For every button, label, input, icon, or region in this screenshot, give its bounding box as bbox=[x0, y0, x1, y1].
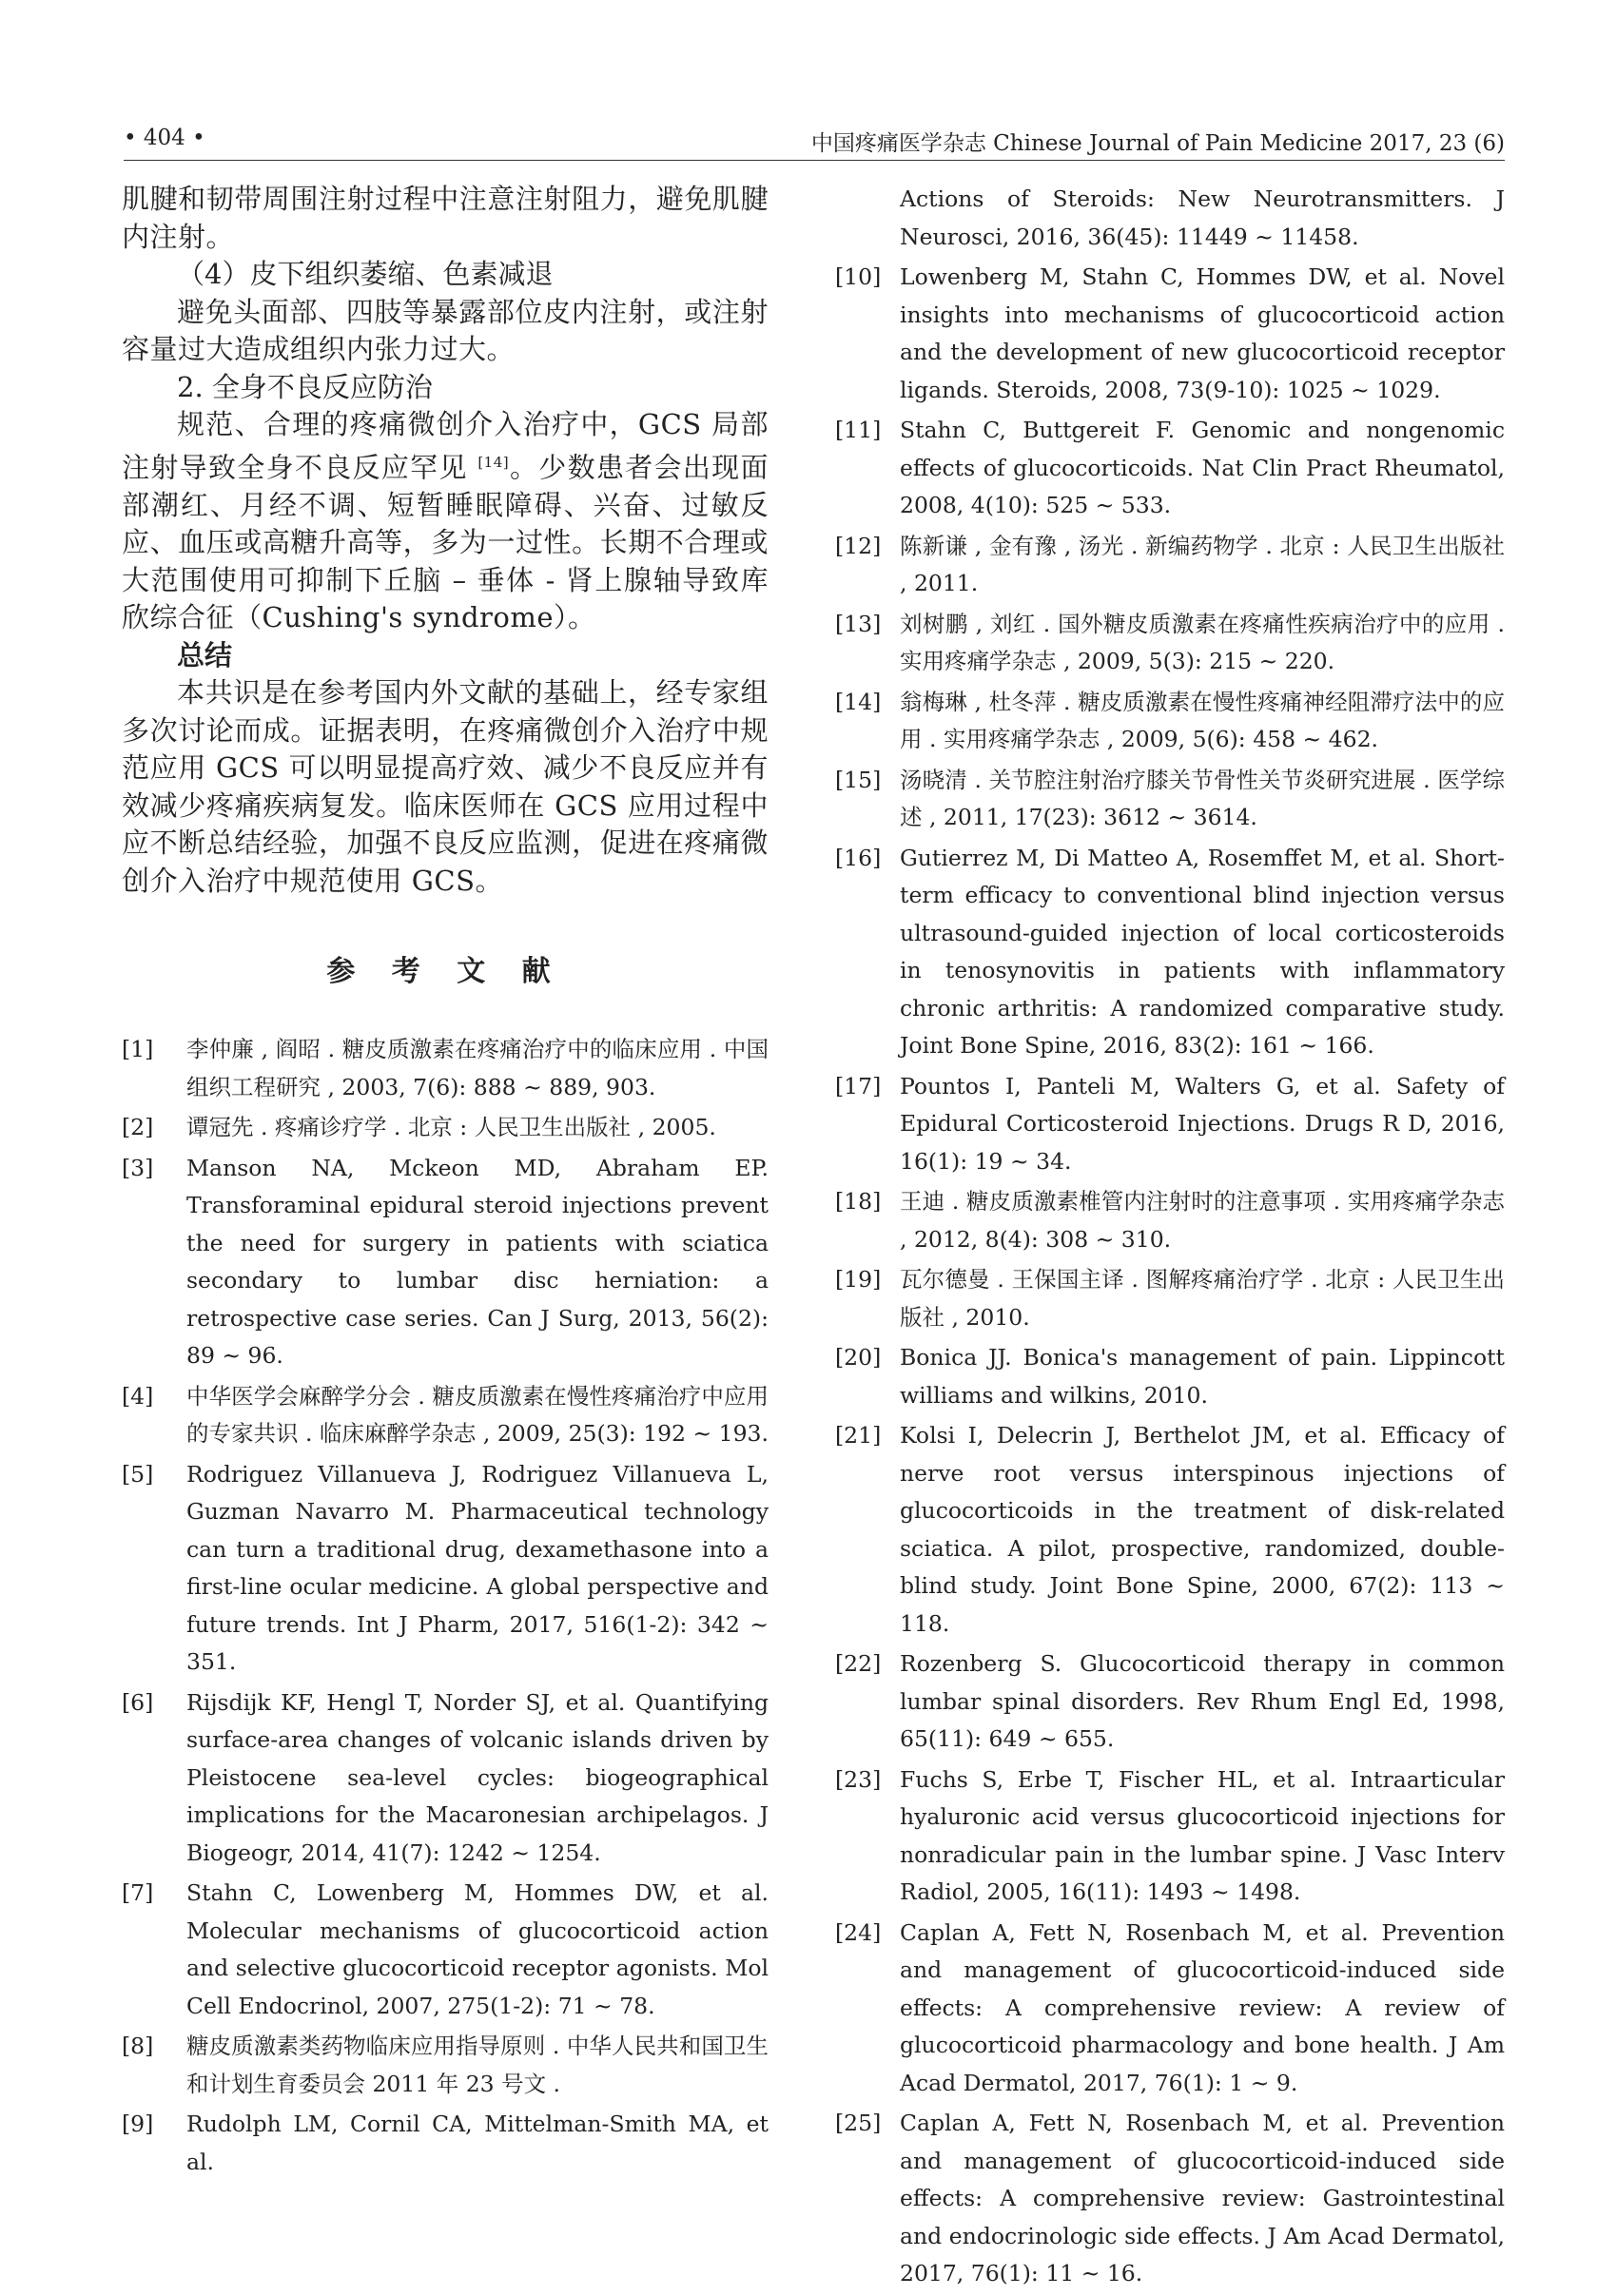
reference-item bbox=[835, 762, 1505, 837]
reference-item bbox=[835, 528, 1505, 603]
reference-item bbox=[835, 1339, 1505, 1414]
body-paragraph: 肌腱和韧带周围注射过程中注意注射阻力，避免肌腱内注射。 bbox=[122, 183, 769, 253]
reference-item bbox=[835, 840, 1505, 1065]
reference-item bbox=[122, 1875, 769, 2025]
subheading: （4）皮下组织萎缩、色素减退 bbox=[177, 258, 554, 290]
section-heading: 总结 bbox=[177, 638, 233, 671]
reference-item bbox=[835, 1915, 1505, 2103]
reference-item bbox=[835, 1183, 1505, 1258]
reference-text: Caplan A, Fett N, Rosenbach M, et al. Prevention and management of glucocorticoid-induced side effects: A comprehensive review: Gastrointestinal and endocrinologic side effects. J Am Acad Dermatol, 2017, 76(1): 11 ~ 16. bbox=[900, 2110, 1505, 2286]
body-paragraph: 避免头面部、四肢等暴露部位皮内注射，或注射容量过大造成组织内张力过大。 bbox=[122, 295, 769, 365]
reference-item bbox=[835, 412, 1505, 525]
reference-number: [20] bbox=[835, 1344, 882, 1371]
reference-item bbox=[122, 1684, 769, 1873]
reference-number: [18] bbox=[835, 1188, 882, 1215]
reference-item bbox=[835, 1645, 1505, 1759]
reference-text: Rudolph LM, Cornil CA, Mittelman-Smith MA, et al. bbox=[186, 2111, 769, 2175]
reference-text: Bonica JJ. Bonica's management of pain. Lippincott williams and wilkins, 2010. bbox=[900, 1344, 1505, 1409]
reference-text: Caplan A, Fett N, Rosenbach M, et al. Prevention and management of glucocorticoid-induced side effects: A comprehensive review: A review of glucocorticoid pharmacology and bone health. J Am Acad Dermatol, 2017, 76(1): 1 ~ 9. bbox=[900, 1918, 1505, 2096]
reference-item bbox=[835, 1761, 1505, 1912]
right-column bbox=[835, 181, 1505, 2296]
reference-item bbox=[122, 1150, 769, 1375]
reference-number: [7] bbox=[122, 1879, 154, 1907]
reference-text: Stahn C, Buttgereit F. Genomic and nongenomic effects of glucocorticoids. Nat Clin Pract Rheumatol, 2008, 4(10): 525 ~ 533. bbox=[900, 417, 1505, 518]
citation-marker: [14] bbox=[477, 453, 510, 471]
paragraph-text: 。少数患者会出现面部潮红、月经不调、短暂睡眠障碍、兴奋、过敏反应、血压或高糖升高等，多为一过性。长期不合理或大范围使用可抑制下丘脑 – 垂体 - 肾上腺轴导致库欣综合征（Cushing's syndrome）。 bbox=[122, 451, 769, 634]
reference-item bbox=[122, 1031, 769, 1106]
running-header bbox=[124, 122, 1505, 161]
reference-text: 李仲廉 , 阎昭 . 糖皮质激素在疼痛治疗中的临床应用 . 中国组织工程研究 , 2003, 7(6): 888 ~ 889, 903. bbox=[186, 1036, 769, 1100]
journal-citation: 中国疼痛医学杂志 Chinese Journal of Pain Medicine 2017, 23 (6) bbox=[810, 131, 1505, 156]
reference-text: 汤晓清 . 关节腔注射治疗膝关节骨性关节炎研究进展 . 医学综述 , 2011, 17(23): 3612 ~ 3614. bbox=[900, 766, 1505, 830]
reference-number: [17] bbox=[835, 1072, 882, 1099]
reference-item bbox=[835, 684, 1505, 759]
reference-text: Rozenberg S. Glucocorticoid therapy in common lumbar spinal disorders. Rev Rhum Engl Ed, 1998, 65(11): 649 ~ 655. bbox=[900, 1650, 1505, 1752]
reference-text: Fuchs S, Erbe T, Fischer HL, et al. Intraarticular hyaluronic acid versus glucocorticoid injections for nonradicular pain in the lumbar spine. J Vasc Interv Radiol, 2005, 16(11): 1493 ~ 1498. bbox=[900, 1765, 1505, 1905]
reference-number: [25] bbox=[835, 2110, 882, 2136]
reference-text: Lowenberg M, Stahn C, Hommes DW, et al. Novel insights into mechanisms of glucocorticoid action and the development of new glucocorticoid receptor ligands. Steroids, 2008, 73(9-10): 1025 ~ 1029. bbox=[900, 263, 1505, 403]
reference-text: Pountos I, Panteli M, Walters G, et al. Safety of Epidural Corticosteroid Injections. Drugs R D, 2016, 16(1): 19 ~ 34. bbox=[900, 1072, 1505, 1175]
body-paragraph bbox=[122, 406, 769, 637]
reference-list bbox=[835, 181, 1505, 2293]
reference-list bbox=[122, 1031, 769, 2181]
reference-number: [9] bbox=[122, 2111, 154, 2138]
reference-number: [23] bbox=[835, 1765, 882, 1793]
reference-number: [12] bbox=[835, 532, 882, 559]
reference-text: Gutierrez M, Di Matteo A, Rosemffet M, et al. Short-term efficacy to conventional blind injection versus ultrasound-guided injection of local corticosteroids in tenosynovitis in patients with inflammatory chronic arthritis: A randomized comparative study. Joint Bone Spine, 2016, 83(2): 161 ~ 166. bbox=[900, 844, 1505, 1059]
reference-number: [24] bbox=[835, 1918, 882, 1946]
reference-text: 瓦尔德曼 . 王保国主译 . 图解疼痛治疗学 . 北京 : 人民卫生出版社 , 2010. bbox=[900, 1266, 1505, 1331]
reference-text: 陈新谦 , 金有豫 , 汤光 . 新编药物学 . 北京 : 人民卫生出版社 , 2011. bbox=[900, 532, 1505, 596]
reference-text: 谭冠先 . 疼痛诊疗学 . 北京 : 人民卫生出版社 , 2005. bbox=[186, 1114, 716, 1141]
reference-number: [6] bbox=[122, 1688, 154, 1716]
reference-text: Actions of Steroids: New Neurotransmitters. J Neurosci, 2016, 36(45): 11449 ~ 11458. bbox=[900, 185, 1505, 250]
reference-item bbox=[835, 1068, 1505, 1181]
reference-item bbox=[122, 1109, 769, 1147]
reference-number: [22] bbox=[835, 1650, 882, 1677]
body-paragraph: 本共识是在参考国内外文献的基础上，经专家组多次讨论而成。证据表明，在疼痛微创介入治疗中规范应用 GCS 可以明显提高疗效、减少不良反应并有效减少疼痛疾病复发。临床医师在 GCS 应用过程中应不断总结经验，加强不良反应监测，促进在疼痛微创介入治疗中规范使用 GCS。 bbox=[122, 676, 769, 897]
reference-item bbox=[835, 606, 1505, 681]
reference-item bbox=[835, 181, 1505, 256]
reference-text: 糖皮质激素类药物临床应用指导原则 . 中华人民共和国卫生和计划生育委员会 2011 年 23 号文 . bbox=[186, 2033, 769, 2097]
reference-item bbox=[122, 2028, 769, 2103]
reference-text: Manson NA, Mckeon MD, Abraham EP. Transforaminal epidural steroid injections prevent the need for surgery in patients with sciatica secondary to lumbar disc herniation: a retrospective case series. Can J Surg, 2013, 56(2): 89 ~ 96. bbox=[186, 1154, 769, 1370]
reference-number: [4] bbox=[122, 1382, 154, 1410]
reference-number: [19] bbox=[835, 1266, 882, 1293]
reference-item bbox=[835, 259, 1505, 409]
subheading: 2. 全身不良反应防治 bbox=[177, 370, 433, 403]
reference-number: [5] bbox=[122, 1460, 154, 1488]
reference-number bbox=[835, 181, 900, 256]
reference-text: Kolsi I, Delecrin J, Berthelot JM, et al. Efficacy of nerve root versus interspinous injections of glucocorticoids in the treatment of disk-related sciatica. A pilot, prospective, randomized, double-blind study. Joint Bone Spine, 2000, 67(2): 113 ~ 118. bbox=[900, 1422, 1505, 1637]
references-title: 参 考 文 献 bbox=[326, 955, 564, 989]
reference-text: Rijsdijk KF, Hengl T, Norder SJ, et al. Quantifying surface-area changes of volcanic islands driven by Pleistocene sea-level cycles: biogeographical implications for the Macaronesian archipelagos. J Biogeogr, 2014, 41(7): 1242 ~ 1254. bbox=[186, 1688, 769, 1866]
reference-item bbox=[122, 2106, 769, 2181]
reference-text: 中华医学会麻醉学分会 . 糖皮质激素在慢性疼痛治疗中应用的专家共识 . 临床麻醉学杂志 , 2009, 25(3): 192 ~ 193. bbox=[186, 1382, 769, 1448]
paragraph-text: 规范、合理的疼痛微创介入治疗中，GCS 局部注射导致全身不良反应罕见 bbox=[122, 408, 769, 484]
reference-number: [1] bbox=[122, 1036, 154, 1063]
reference-item bbox=[122, 1456, 769, 1682]
reference-number: [2] bbox=[122, 1114, 154, 1141]
reference-text: 翁梅琳 , 杜冬萍 . 糖皮质激素在慢性疼痛神经阻滞疗法中的应用 . 实用疼痛学杂志 , 2009, 5(6): 458 ~ 462. bbox=[900, 688, 1505, 752]
reference-number: [11] bbox=[835, 417, 882, 443]
reference-text: Rodriguez Villanueva J, Rodriguez Villanueva L, Guzman Navarro M. Pharmaceutical technology can turn a traditional drug, dexamethasone into a first-line ocular medicine. A global perspective and future trends. Int J Pharm, 2017, 516(1-2): 342 ~ 351. bbox=[186, 1460, 769, 1676]
reference-number: [3] bbox=[122, 1154, 154, 1181]
reference-number: [10] bbox=[835, 263, 882, 290]
reference-text: 王迪 . 糖皮质激素椎管内注射时的注意事项 . 实用疼痛学杂志 , 2012, 8(4): 308 ~ 310. bbox=[900, 1188, 1505, 1253]
reference-number: [21] bbox=[835, 1422, 882, 1449]
page-number: • 404 • bbox=[124, 126, 205, 150]
reference-number: [14] bbox=[835, 688, 882, 715]
reference-item bbox=[835, 1261, 1505, 1336]
reference-item bbox=[122, 1378, 769, 1453]
reference-number: [8] bbox=[122, 2033, 154, 2060]
reference-item bbox=[835, 1417, 1505, 1643]
reference-text: Stahn C, Lowenberg M, Hommes DW, et al. Molecular mechanisms of glucocorticoid action and selective glucocorticoid receptor agonists. Mol Cell Endocrinol, 2007, 275(1-2): 71 ~ 78. bbox=[186, 1879, 769, 2019]
reference-text: 刘树鹏 , 刘红 . 国外糖皮质激素在疼痛性疾病治疗中的应用 . 实用疼痛学杂志 , 2009, 5(3): 215 ~ 220. bbox=[900, 610, 1505, 674]
left-column bbox=[122, 181, 769, 2184]
reference-number: [13] bbox=[835, 610, 882, 637]
reference-item bbox=[835, 2105, 1505, 2293]
reference-number: [16] bbox=[835, 844, 882, 871]
reference-number: [15] bbox=[835, 766, 882, 793]
